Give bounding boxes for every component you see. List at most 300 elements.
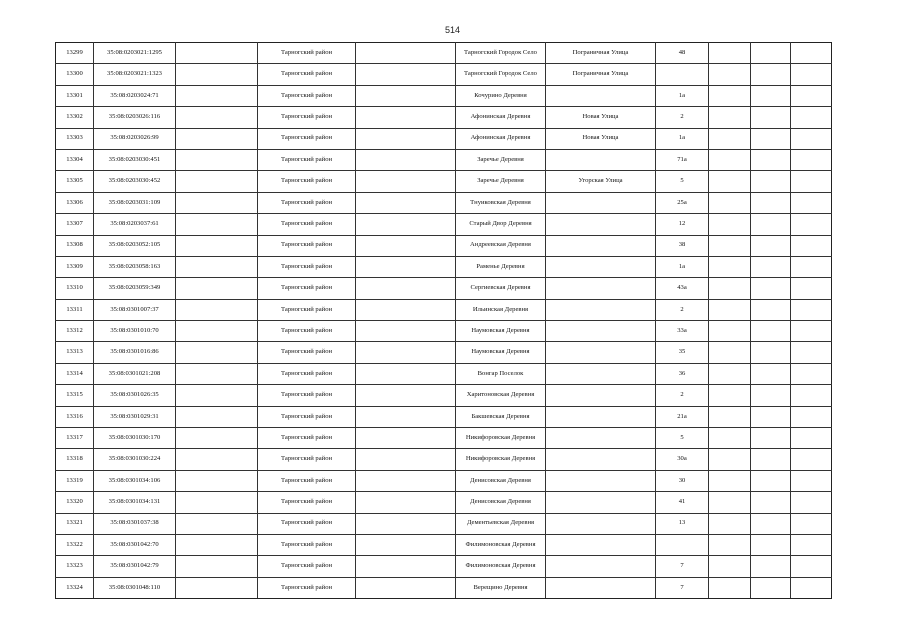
settlement-cell: Никифоровская Деревня	[456, 449, 546, 470]
house-number-cell: 5	[656, 428, 709, 449]
cadastral-number-cell: 35:08:0203058:163	[94, 256, 176, 277]
empty-col-cell	[709, 577, 751, 598]
district-cell: Тарногский район	[258, 256, 356, 277]
empty-col-cell	[356, 321, 456, 342]
district-cell: Тарногский район	[258, 64, 356, 85]
settlement-cell: Наумовская Деревня	[456, 321, 546, 342]
empty-col-cell	[176, 256, 258, 277]
cadastral-number-cell: 35:08:0203030:451	[94, 149, 176, 170]
empty-col-cell	[356, 428, 456, 449]
cadastral-number-cell: 35:08:0301030:170	[94, 428, 176, 449]
settlement-cell: Никифоровская Деревня	[456, 428, 546, 449]
empty-col-cell	[751, 107, 791, 128]
empty-col-cell	[356, 449, 456, 470]
street-cell	[546, 342, 656, 363]
empty-col-cell	[709, 363, 751, 384]
house-number-cell: 48	[656, 43, 709, 64]
settlement-cell: Дементьевская Деревня	[456, 513, 546, 534]
empty-col-cell	[791, 278, 832, 299]
street-cell	[546, 192, 656, 213]
empty-col-cell	[791, 299, 832, 320]
table-row	[56, 43, 832, 64]
empty-col-cell	[356, 192, 456, 213]
cadastral-number-cell: 35:08:0203026:116	[94, 107, 176, 128]
district-cell: Тарногский район	[258, 492, 356, 513]
empty-col-cell	[791, 64, 832, 85]
house-number-cell	[656, 64, 709, 85]
empty-col-cell	[751, 428, 791, 449]
table-row	[56, 128, 832, 149]
table-row	[56, 406, 832, 427]
cadastral-number-cell: 35:08:0203024:71	[94, 85, 176, 106]
settlement-cell: Тарногский Городок Село	[456, 43, 546, 64]
cadastral-number-cell: 35:08:0203021:1295	[94, 43, 176, 64]
empty-col-cell	[356, 235, 456, 256]
empty-col-cell	[709, 342, 751, 363]
empty-col-cell	[709, 149, 751, 170]
row-number-cell: 13304	[56, 149, 94, 170]
table-row	[56, 171, 832, 192]
cadastral-number-cell: 35:08:0301010:70	[94, 321, 176, 342]
house-number-cell	[656, 534, 709, 555]
cadastral-number-cell: 35:08:0203031:109	[94, 192, 176, 213]
row-number-cell: 13302	[56, 107, 94, 128]
settlement-cell: Филимоновская Деревня	[456, 534, 546, 555]
row-number-cell: 13303	[56, 128, 94, 149]
district-cell: Тарногский район	[258, 513, 356, 534]
empty-col-cell	[751, 235, 791, 256]
street-cell	[546, 256, 656, 277]
empty-col-cell	[176, 492, 258, 513]
table-row	[56, 85, 832, 106]
empty-col-cell	[356, 492, 456, 513]
district-cell: Тарногский район	[258, 385, 356, 406]
row-number-cell: 13308	[56, 235, 94, 256]
district-cell: Тарногский район	[258, 363, 356, 384]
empty-col-cell	[176, 107, 258, 128]
empty-col-cell	[751, 577, 791, 598]
empty-col-cell	[176, 85, 258, 106]
street-cell	[546, 534, 656, 555]
empty-col-cell	[176, 363, 258, 384]
empty-col-cell	[751, 321, 791, 342]
district-cell: Тарногский район	[258, 556, 356, 577]
empty-col-cell	[709, 428, 751, 449]
table-row	[56, 278, 832, 299]
empty-col-cell	[751, 149, 791, 170]
empty-col-cell	[751, 492, 791, 513]
empty-col-cell	[356, 128, 456, 149]
street-cell: Пограничная Улица	[546, 64, 656, 85]
empty-col-cell	[356, 64, 456, 85]
row-number-cell: 13312	[56, 321, 94, 342]
table-row	[56, 363, 832, 384]
row-number-cell: 13315	[56, 385, 94, 406]
empty-col-cell	[176, 214, 258, 235]
settlement-cell: Денисовская Деревня	[456, 470, 546, 491]
house-number-cell: 1а	[656, 256, 709, 277]
table-row	[56, 513, 832, 534]
settlement-cell: Старый Двор Деревня	[456, 214, 546, 235]
district-cell: Тарногский район	[258, 321, 356, 342]
empty-col-cell	[751, 192, 791, 213]
empty-col-cell	[791, 128, 832, 149]
house-number-cell: 21а	[656, 406, 709, 427]
house-number-cell: 30а	[656, 449, 709, 470]
table-row	[56, 321, 832, 342]
district-cell: Тарногский район	[258, 214, 356, 235]
empty-col-cell	[709, 449, 751, 470]
table-row	[56, 385, 832, 406]
empty-col-cell	[791, 577, 832, 598]
empty-col-cell	[356, 171, 456, 192]
row-number-cell: 13300	[56, 64, 94, 85]
empty-col-cell	[791, 556, 832, 577]
house-number-cell: 71а	[656, 149, 709, 170]
empty-col-cell	[751, 64, 791, 85]
district-cell: Тарногский район	[258, 299, 356, 320]
district-cell: Тарногский район	[258, 107, 356, 128]
empty-col-cell	[176, 192, 258, 213]
empty-col-cell	[791, 513, 832, 534]
house-number-cell: 13	[656, 513, 709, 534]
empty-col-cell	[709, 278, 751, 299]
empty-col-cell	[751, 299, 791, 320]
street-cell: Угорская Улица	[546, 171, 656, 192]
table-row	[56, 577, 832, 598]
empty-col-cell	[791, 428, 832, 449]
table-row	[56, 64, 832, 85]
empty-col-cell	[709, 385, 751, 406]
settlement-cell: Заречье Деревня	[456, 149, 546, 170]
house-number-cell: 25а	[656, 192, 709, 213]
empty-col-cell	[709, 321, 751, 342]
house-number-cell: 30	[656, 470, 709, 491]
district-cell: Тарногский район	[258, 278, 356, 299]
empty-col-cell	[709, 171, 751, 192]
empty-col-cell	[791, 43, 832, 64]
cadastral-number-cell: 35:08:0203037:61	[94, 214, 176, 235]
table-row	[56, 256, 832, 277]
empty-col-cell	[356, 214, 456, 235]
street-cell	[546, 492, 656, 513]
empty-col-cell	[709, 470, 751, 491]
empty-col-cell	[356, 299, 456, 320]
settlement-cell: Андреевская Деревня	[456, 235, 546, 256]
empty-col-cell	[176, 299, 258, 320]
empty-col-cell	[356, 534, 456, 555]
settlement-cell: Заречье Деревня	[456, 171, 546, 192]
house-number-cell: 1а	[656, 128, 709, 149]
empty-col-cell	[176, 149, 258, 170]
settlement-cell: Сергиевская Деревня	[456, 278, 546, 299]
row-number-cell: 13317	[56, 428, 94, 449]
empty-col-cell	[709, 235, 751, 256]
row-number-cell: 13310	[56, 278, 94, 299]
cadastral-number-cell: 35:08:0301029:31	[94, 406, 176, 427]
empty-col-cell	[176, 428, 258, 449]
street-cell	[546, 470, 656, 491]
empty-col-cell	[356, 385, 456, 406]
table-row	[56, 428, 832, 449]
cadastral-number-cell: 35:08:0203021:1323	[94, 64, 176, 85]
empty-col-cell	[356, 43, 456, 64]
settlement-cell: Вонгар Поселок	[456, 363, 546, 384]
empty-col-cell	[176, 128, 258, 149]
empty-col-cell	[791, 470, 832, 491]
table-row	[56, 342, 832, 363]
empty-col-cell	[356, 406, 456, 427]
settlement-cell: Филимоновская Деревня	[456, 556, 546, 577]
empty-col-cell	[791, 342, 832, 363]
row-number-cell: 13306	[56, 192, 94, 213]
empty-col-cell	[791, 534, 832, 555]
empty-col-cell	[356, 363, 456, 384]
house-number-cell: 2	[656, 385, 709, 406]
empty-col-cell	[356, 256, 456, 277]
empty-col-cell	[176, 43, 258, 64]
row-number-cell: 13320	[56, 492, 94, 513]
empty-col-cell	[709, 43, 751, 64]
cadastral-number-cell: 35:08:0203030:452	[94, 171, 176, 192]
street-cell	[546, 513, 656, 534]
empty-col-cell	[356, 556, 456, 577]
street-cell: Пограничная Улица	[546, 43, 656, 64]
cadastral-number-cell: 35:08:0203052:105	[94, 235, 176, 256]
row-number-cell: 13299	[56, 43, 94, 64]
empty-col-cell	[176, 577, 258, 598]
empty-col-cell	[791, 256, 832, 277]
district-cell: Тарногский район	[258, 235, 356, 256]
table-row	[56, 299, 832, 320]
settlement-cell: Раменье Деревня	[456, 256, 546, 277]
street-cell	[546, 556, 656, 577]
street-cell	[546, 406, 656, 427]
empty-col-cell	[751, 534, 791, 555]
empty-col-cell	[791, 214, 832, 235]
cadastral-number-cell: 35:08:0203059:349	[94, 278, 176, 299]
table-row	[56, 556, 832, 577]
empty-col-cell	[709, 492, 751, 513]
row-number-cell: 13323	[56, 556, 94, 577]
house-number-cell: 2	[656, 299, 709, 320]
street-cell	[546, 235, 656, 256]
empty-col-cell	[356, 342, 456, 363]
house-number-cell: 43а	[656, 278, 709, 299]
empty-col-cell	[791, 107, 832, 128]
settlement-cell: Афонинская Деревня	[456, 128, 546, 149]
empty-col-cell	[709, 214, 751, 235]
empty-col-cell	[751, 278, 791, 299]
street-cell: Новая Улица	[546, 107, 656, 128]
empty-col-cell	[751, 513, 791, 534]
cadastral-number-cell: 35:08:0301021:208	[94, 363, 176, 384]
empty-col-cell	[356, 513, 456, 534]
district-cell: Тарногский район	[258, 534, 356, 555]
house-number-cell: 33а	[656, 321, 709, 342]
settlement-cell: Денисовская Деревня	[456, 492, 546, 513]
empty-col-cell	[751, 556, 791, 577]
row-number-cell: 13311	[56, 299, 94, 320]
row-number-cell: 13324	[56, 577, 94, 598]
empty-col-cell	[176, 321, 258, 342]
row-number-cell: 13314	[56, 363, 94, 384]
table-row	[56, 470, 832, 491]
empty-col-cell	[356, 470, 456, 491]
empty-col-cell	[709, 128, 751, 149]
house-number-cell: 36	[656, 363, 709, 384]
cadastral-number-cell: 35:08:0301037:38	[94, 513, 176, 534]
row-number-cell: 13313	[56, 342, 94, 363]
district-cell: Тарногский район	[258, 128, 356, 149]
empty-col-cell	[791, 363, 832, 384]
district-cell: Тарногский район	[258, 577, 356, 598]
empty-col-cell	[176, 406, 258, 427]
empty-col-cell	[791, 85, 832, 106]
empty-col-cell	[176, 171, 258, 192]
table-row	[56, 107, 832, 128]
empty-col-cell	[709, 107, 751, 128]
empty-col-cell	[791, 406, 832, 427]
empty-col-cell	[176, 64, 258, 85]
street-cell	[546, 321, 656, 342]
table-row	[56, 214, 832, 235]
row-number-cell: 13307	[56, 214, 94, 235]
settlement-cell: Наумовская Деревня	[456, 342, 546, 363]
empty-col-cell	[791, 492, 832, 513]
cadastral-number-cell: 35:08:0301034:131	[94, 492, 176, 513]
settlement-cell: Кочурино Деревня	[456, 85, 546, 106]
house-number-cell: 7	[656, 556, 709, 577]
house-number-cell: 5	[656, 171, 709, 192]
street-cell	[546, 278, 656, 299]
row-number-cell: 13316	[56, 406, 94, 427]
empty-col-cell	[791, 385, 832, 406]
empty-col-cell	[176, 342, 258, 363]
empty-col-cell	[176, 513, 258, 534]
cadastral-number-cell: 35:08:0301048:110	[94, 577, 176, 598]
empty-col-cell	[791, 192, 832, 213]
house-number-cell: 41	[656, 492, 709, 513]
district-cell: Тарногский район	[258, 428, 356, 449]
settlement-cell: Бакшевская Деревня	[456, 406, 546, 427]
row-number-cell: 13309	[56, 256, 94, 277]
empty-col-cell	[751, 85, 791, 106]
empty-col-cell	[751, 214, 791, 235]
empty-col-cell	[356, 85, 456, 106]
empty-col-cell	[356, 278, 456, 299]
street-cell	[546, 85, 656, 106]
district-cell: Тарногский район	[258, 192, 356, 213]
cadastral-number-cell: 35:08:0301042:79	[94, 556, 176, 577]
street-cell	[546, 577, 656, 598]
empty-col-cell	[709, 85, 751, 106]
cadastral-number-cell: 35:08:0301026:35	[94, 385, 176, 406]
empty-col-cell	[709, 299, 751, 320]
house-number-cell: 12	[656, 214, 709, 235]
house-number-cell: 7	[656, 577, 709, 598]
street-cell	[546, 428, 656, 449]
empty-col-cell	[709, 534, 751, 555]
street-cell	[546, 214, 656, 235]
empty-col-cell	[791, 171, 832, 192]
settlement-cell: Харитоновская Деревня	[456, 385, 546, 406]
empty-col-cell	[709, 556, 751, 577]
cadastral-number-cell: 35:08:0301007:37	[94, 299, 176, 320]
district-cell: Тарногский район	[258, 149, 356, 170]
cadastral-number-cell: 35:08:0301034:106	[94, 470, 176, 491]
empty-col-cell	[791, 449, 832, 470]
row-number-cell: 13319	[56, 470, 94, 491]
cadastral-number-cell: 35:08:0301030:224	[94, 449, 176, 470]
street-cell	[546, 449, 656, 470]
empty-col-cell	[176, 470, 258, 491]
empty-col-cell	[176, 278, 258, 299]
district-cell: Тарногский район	[258, 85, 356, 106]
empty-col-cell	[751, 385, 791, 406]
row-number-cell: 13321	[56, 513, 94, 534]
empty-col-cell	[751, 171, 791, 192]
empty-col-cell	[709, 256, 751, 277]
table-row	[56, 192, 832, 213]
empty-col-cell	[176, 385, 258, 406]
street-cell	[546, 363, 656, 384]
empty-col-cell	[751, 449, 791, 470]
settlement-cell: Ильинская Деревня	[456, 299, 546, 320]
cadastral-number-cell: 35:08:0301016:86	[94, 342, 176, 363]
empty-col-cell	[709, 406, 751, 427]
district-cell: Тарногский район	[258, 171, 356, 192]
empty-col-cell	[751, 406, 791, 427]
empty-col-cell	[709, 513, 751, 534]
district-cell: Тарногский район	[258, 470, 356, 491]
empty-col-cell	[751, 363, 791, 384]
house-number-cell: 2	[656, 107, 709, 128]
empty-col-cell	[176, 534, 258, 555]
district-cell: Тарногский район	[258, 449, 356, 470]
row-number-cell: 13305	[56, 171, 94, 192]
table-row	[56, 534, 832, 555]
street-cell	[546, 149, 656, 170]
empty-col-cell	[709, 64, 751, 85]
street-cell	[546, 385, 656, 406]
empty-col-cell	[751, 128, 791, 149]
street-cell: Новая Улица	[546, 128, 656, 149]
house-number-cell: 35	[656, 342, 709, 363]
settlement-cell: Тнуиковская Деревня	[456, 192, 546, 213]
house-number-cell: 38	[656, 235, 709, 256]
settlement-cell: Афонинская Деревня	[456, 107, 546, 128]
table-row	[56, 235, 832, 256]
empty-col-cell	[791, 235, 832, 256]
empty-col-cell	[751, 342, 791, 363]
row-number-cell: 13318	[56, 449, 94, 470]
table-row	[56, 449, 832, 470]
row-number-cell: 13322	[56, 534, 94, 555]
table-row	[56, 149, 832, 170]
settlement-cell: Верещино Деревня	[456, 577, 546, 598]
empty-col-cell	[751, 43, 791, 64]
district-cell: Тарногский район	[258, 43, 356, 64]
row-number-cell: 13301	[56, 85, 94, 106]
registry-table	[55, 42, 832, 599]
empty-col-cell	[356, 577, 456, 598]
district-cell: Тарногский район	[258, 342, 356, 363]
page-number: 514	[444, 25, 461, 35]
empty-col-cell	[751, 470, 791, 491]
cadastral-number-cell: 35:08:0301042:70	[94, 534, 176, 555]
empty-col-cell	[356, 107, 456, 128]
